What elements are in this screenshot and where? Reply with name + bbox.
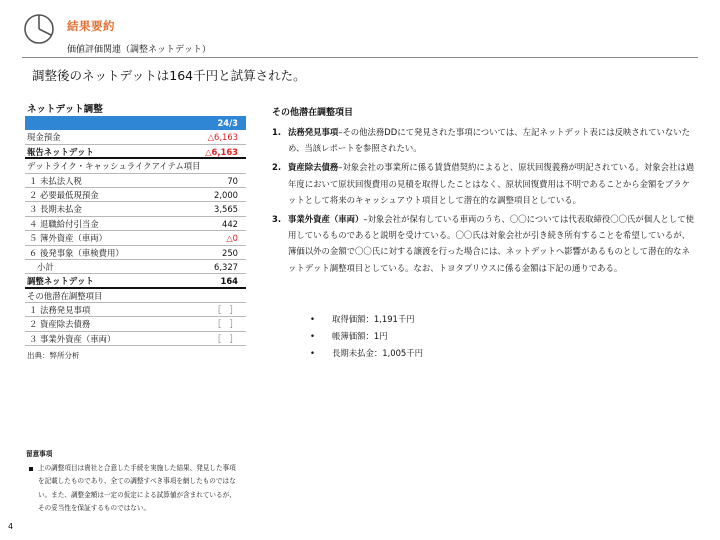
source-note: 出典：弊所分析 [27,351,80,360]
table-row [25,188,246,202]
item-heading: 資産除去債務 [288,162,339,173]
row-label: その他潜在調整項目 [27,290,103,301]
item-text: –対象会社の事業所に係る賃貸借契約によると、原状回復義務が明記されている。対象会社は過年度において原状回復費用の見積を取得したことはなく、原状回復費用は不明であることから金額をブラケットとして将来のキャッシュアウト項目として潜在的な調整項目としている。 [288,162,695,205]
bullet-text: 取得価額：1,191千円 [332,314,415,324]
section-title: 結果要約 [67,19,115,33]
row-value: ［ ］ [212,319,238,330]
row-value: ［ ］ [212,333,238,344]
row-value: △0 [226,233,238,244]
row-label: ４ 退職給付引当金 [29,218,99,229]
notes-text: 上の調整項目は貴社と合意した手続を実施した結果、発見した事項を記載したものであり、全ての調整すべき事項を網したものではない。また、調整金額は一定の仮定による試算値が含まれているが、その妥当性を保証するものではない。 [38,463,236,512]
table-row [25,303,246,317]
table-row [25,289,246,303]
table-header-row [25,116,246,130]
row-value: 164 [220,276,238,287]
row-value: 3,565 [214,204,238,215]
bullet-text: 帳簿価額：1円 [332,331,388,341]
row-value: △6,163 [205,146,238,157]
row-label: 調整ネットデット [27,276,94,287]
bullet-item [310,345,423,362]
table-row [25,217,246,231]
row-value: 250 [222,247,238,258]
notes-title: 留意事項 [26,450,53,458]
row-label: ２ 資産除去債務 [29,319,91,330]
row-value: ［ ］ [212,305,238,316]
table-row [25,231,246,245]
table-row [25,246,246,260]
page-number: 4 [8,522,14,531]
bullet-text: 長期未払金：1,005千円 [332,348,423,358]
table-row [25,332,246,346]
bullet-icon: • [310,314,315,324]
column-header: 24/3 [217,118,238,128]
row-value: 2,000 [214,189,238,200]
list-item [272,159,697,208]
item-text: –対象会社が保有している車両のうち、〇〇については代表取締役〇〇氏が個人として使用しているものであると説明を受けている。〇〇氏は対象会社が引き続き所有することを希望しているが、簿価以外の金額で〇〇氏に対する譲渡を行った場合には、ネットデットへ影響があるものとして潜在的なネットデット調整項目としている。なお、トヨタプリウスに係る金額は下記の通りである。 [288,214,695,273]
table-row [25,317,246,331]
row-label: １ 法務発見事項 [29,305,91,316]
row-label: デットライク・キャッシュライクアイテム項目 [27,161,201,172]
row-value: 442 [222,218,238,229]
table-row [25,145,246,159]
table-row [25,174,246,188]
list-item [272,124,697,156]
row-label: ２ 必要最低現預金 [29,189,99,200]
table-row [25,159,246,173]
row-value: 6,327 [214,261,238,272]
row-value: △6,163 [207,132,238,143]
table-title: ネットデット調整 [27,104,103,115]
total-row [25,274,246,288]
table-row [25,202,246,216]
item-number: 2. [272,162,282,173]
bullet-icon: • [310,348,315,358]
row-label: ６ 後発事象（車検費用） [29,247,124,258]
net-debt-table [25,116,246,346]
item-number: 1. [272,127,282,137]
item-text: –その他法務DDにて発見された事項については、左記ネットデット表には反映されていないため、当該レポートを参照されたい。 [288,127,690,154]
item-heading: 法務発見事項 [288,127,339,137]
row-label: ５ 簿外資産（車両） [29,233,108,244]
bullet-icon: • [310,331,315,341]
row-label: １ 未払法人税 [29,175,82,186]
bullet-item [310,328,423,345]
row-label: 現金預金 [27,132,61,143]
adjustment-list [272,124,697,279]
header-divider [22,57,698,58]
subtotal-row [25,260,246,274]
square-bullet-icon [29,467,33,471]
item-number: 3. [272,214,282,225]
row-label: ３ 長期未払金 [29,204,82,215]
row-label: 報告ネットデット [27,146,94,157]
table-row [25,130,246,144]
vehicle-value-list [310,311,423,362]
notes-box [26,448,238,516]
headline: 調整後のネットデットは164千円と試算された。 [32,68,306,83]
item-heading: 事業外資産（車両） [288,214,364,225]
row-value: 70 [227,175,238,186]
bullet-item [310,311,423,328]
row-label: ３ 事業外資産（車両） [29,333,116,344]
notes-text-block [26,462,238,516]
pie-chart-icon [22,12,56,46]
list-item [272,211,697,276]
row-label: 小計 [37,261,54,272]
section-subtitle: 価値評価関連（調整ネットデット） [67,45,211,55]
right-panel-title: その他潜在調整項目 [272,108,354,118]
